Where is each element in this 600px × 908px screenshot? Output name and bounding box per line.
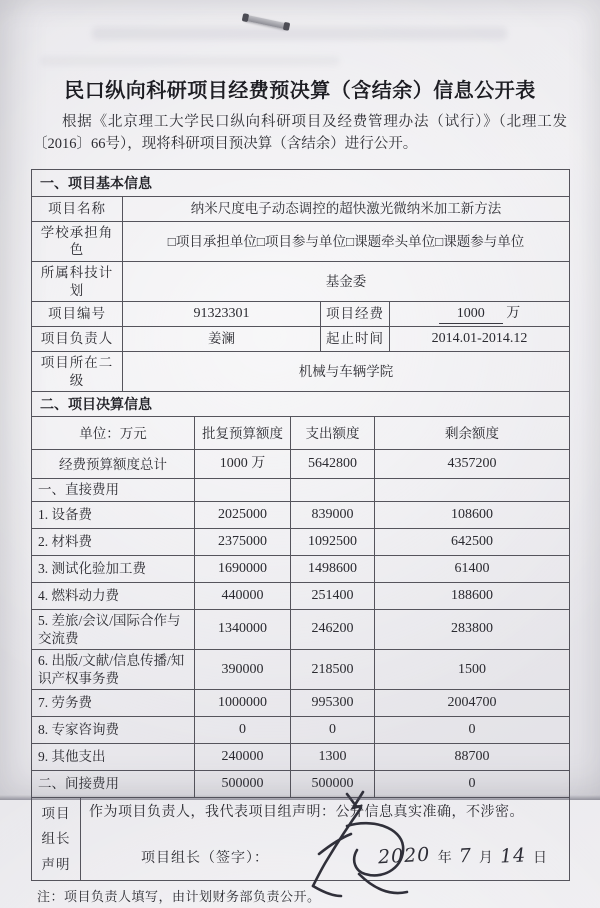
budget-value (195, 479, 291, 502)
row-label: 2. 材料费 (32, 528, 195, 555)
col-header-budget: 批复预算额度 (195, 417, 291, 450)
declaration-row (32, 798, 570, 881)
remaining-value: 1500 (375, 650, 570, 690)
project-no-label: 项目编号 (32, 302, 123, 327)
table-row (32, 690, 570, 717)
declaration-body-cell (81, 798, 570, 881)
remaining-value: 188600 (375, 582, 570, 609)
declaration-label-line: 组长 (41, 831, 71, 847)
table-row (32, 609, 570, 649)
table-row-total (32, 450, 570, 479)
table-row (32, 302, 570, 327)
funding-label: 项目经费 (321, 302, 390, 327)
duration-label: 起止时间 (321, 327, 390, 352)
pi-value: 姜澜 (123, 327, 321, 352)
budget-value: 500000 (195, 771, 291, 798)
signature-row (89, 844, 561, 869)
form-page (31, 72, 569, 905)
table-row (32, 501, 570, 528)
table-row (32, 262, 570, 302)
remaining-value: 283800 (375, 609, 570, 649)
declaration-label-line: 声明 (41, 856, 71, 872)
remaining-value: 0 (375, 717, 570, 744)
settlement-table (31, 391, 570, 798)
section-1-title: 一、项目基本信息 (32, 169, 570, 196)
reverse-side-bleed-through (92, 27, 507, 40)
budget-value: 1000 万 (195, 450, 291, 479)
table-row (32, 528, 570, 555)
row-label: 经费预算额度总计 (32, 450, 195, 479)
page-bottom-edge (0, 795, 600, 800)
school-role-checkboxes: □项目承担单位□项目参与单位□课题牵头单位□课题参与单位 (123, 221, 570, 261)
row-label: 1. 设备费 (32, 501, 195, 528)
budget-value: 240000 (195, 744, 291, 771)
section-2-header (32, 392, 570, 417)
funding-value (390, 302, 570, 327)
declaration-label-cell (32, 798, 81, 881)
budget-value: 2375000 (195, 528, 291, 555)
spent-value: 251400 (291, 582, 375, 609)
school-label: 项目所在二级 (32, 352, 123, 392)
remaining-value: 88700 (375, 744, 570, 771)
funding-unit: 万 (506, 305, 521, 321)
table-row (32, 582, 570, 609)
row-label: 9. 其他支出 (32, 744, 195, 771)
declaration-body (81, 798, 569, 880)
month-suffix: 月 (478, 851, 493, 867)
basic-info-table (31, 169, 570, 392)
project-no-value: 91323301 (123, 302, 321, 327)
spent-value: 1300 (291, 744, 375, 771)
declaration-label-line: 项目 (41, 806, 71, 822)
handwritten-year: 2020 (377, 843, 432, 869)
project-name-value: 纳米尺度电子动态调控的超快激光微纳米加工新方法 (123, 196, 570, 221)
budget-value: 0 (195, 717, 291, 744)
sign-label: 项目组长（签字）： (141, 851, 269, 867)
remaining-value: 108600 (375, 501, 570, 528)
remaining-value: 642500 (375, 528, 570, 555)
declaration-statement: 作为项目负责人，我代表项目组声明：公开信息真实准确，不涉密。 (89, 805, 524, 821)
school-value: 机械与车辆学院 (123, 352, 570, 392)
section-1-header (32, 169, 570, 196)
remaining-value: 61400 (375, 555, 570, 582)
spent-value: 218500 (291, 650, 375, 690)
remaining-value (375, 479, 570, 502)
table-row (32, 196, 570, 221)
spent-value: 839000 (291, 501, 375, 528)
table-row-group-indirect (32, 771, 570, 798)
program-label: 所属科技计划 (32, 262, 123, 302)
budget-value: 1340000 (195, 609, 291, 649)
intro-paragraph: 根据《北京理工大学民口纵向科研项目及经费管理办法（试行）》（北理工发〔2016〕66号），现将科研项目预决算（含结余）进行公开。 (33, 114, 567, 153)
spent-value: 1498600 (291, 555, 375, 582)
section-2-title: 二、项目决算信息 (32, 392, 570, 417)
col-header-spent: 支出额度 (291, 417, 375, 450)
table-row (32, 717, 570, 744)
footnote: 注：项目负责人填写，由计划财务部负责公开。 (37, 889, 321, 905)
budget-value: 2025000 (195, 501, 291, 528)
declaration-table (31, 797, 570, 881)
budget-value: 440000 (195, 582, 291, 609)
table-row (32, 352, 570, 392)
reverse-side-bleed-through (40, 56, 340, 66)
table-row (32, 555, 570, 582)
page-title: 民口纵向科研项目经费预决算（含结余）信息公开表 (64, 80, 536, 102)
spent-value: 0 (291, 717, 375, 744)
spent-value: 500000 (291, 771, 375, 798)
declaration-label (32, 798, 80, 880)
spent-value (291, 479, 375, 502)
budget-value: 390000 (195, 650, 291, 690)
settlement-column-headers (32, 417, 570, 450)
date-group (378, 844, 561, 869)
row-label: 二、间接费用 (32, 771, 195, 798)
spent-value: 246200 (291, 609, 375, 649)
row-label: 4. 燃料动力费 (32, 582, 195, 609)
spent-value: 995300 (291, 690, 375, 717)
pi-label: 项目负责人 (32, 327, 123, 352)
table-row (32, 650, 570, 690)
budget-value: 1690000 (195, 555, 291, 582)
table-row-group-direct (32, 479, 570, 502)
school-role-label: 学校承担角色 (32, 221, 123, 261)
table-row (32, 327, 570, 352)
row-label: 一、直接费用 (32, 479, 195, 502)
spent-value: 5642800 (291, 450, 375, 479)
day-suffix: 日 (533, 851, 547, 867)
remaining-value: 0 (375, 771, 570, 798)
budget-value: 1000000 (195, 690, 291, 717)
row-label: 8. 专家咨询费 (32, 717, 195, 744)
funding-amount: 1000 (439, 305, 503, 324)
year-suffix: 年 (437, 851, 452, 867)
col-header-unit: 单位：万元 (32, 417, 195, 450)
spent-value: 1092500 (291, 528, 375, 555)
handwritten-day: 14 (499, 844, 527, 868)
row-label: 3. 测试化验加工费 (32, 555, 195, 582)
project-name-label: 项目名称 (32, 196, 123, 221)
table-row (32, 744, 570, 771)
remaining-value: 2004700 (375, 690, 570, 717)
row-label: 5. 差旅/会议/国际合作与交流费 (32, 609, 195, 649)
duration-value: 2014.01-2014.12 (390, 327, 570, 352)
remaining-value: 4357200 (375, 450, 570, 479)
table-row (32, 221, 570, 261)
program-value: 基金委 (123, 262, 570, 302)
handwritten-month: 7 (458, 845, 473, 868)
col-header-remaining: 剩余额度 (375, 417, 570, 450)
row-label: 6. 出版/文献/信息传播/知识产权事务费 (32, 650, 195, 690)
row-label: 7. 劳务费 (32, 690, 195, 717)
